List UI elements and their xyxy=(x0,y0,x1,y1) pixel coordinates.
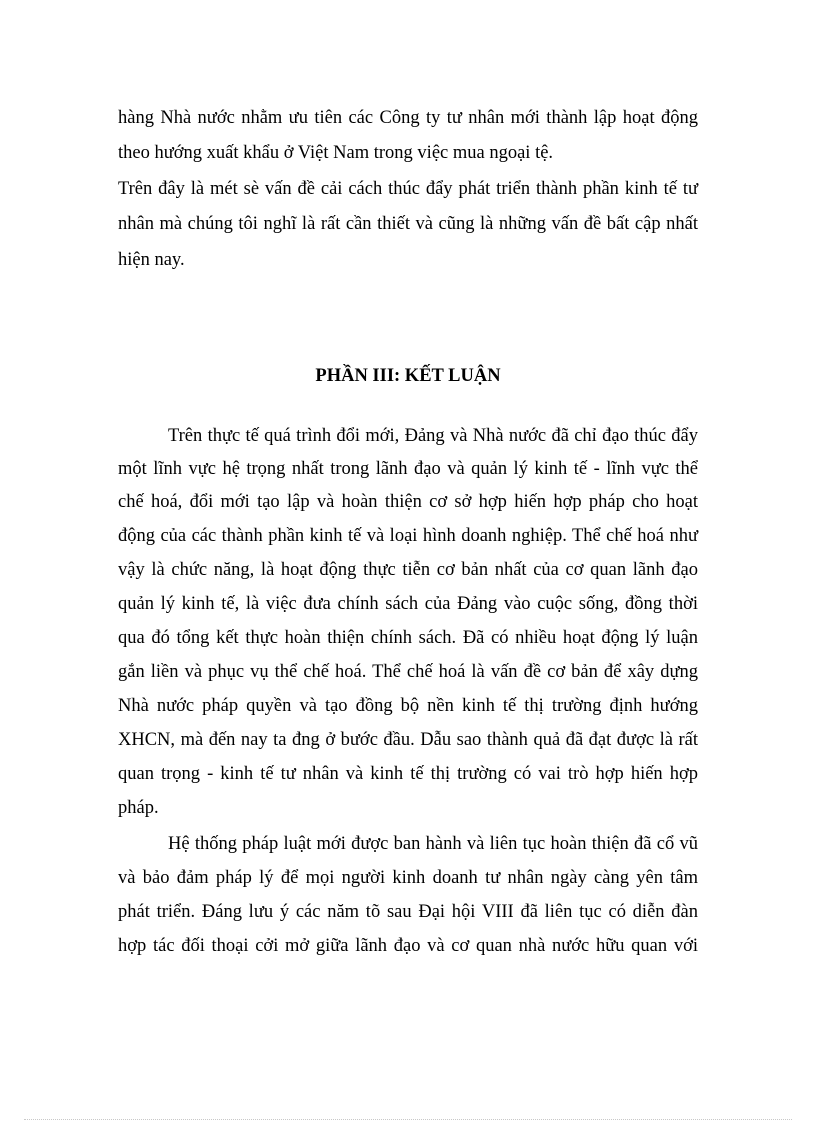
paragraph-line: Trên đây là mét sè vấn đề cải cách thúc đẩy phát triển thành phần kinh tế tư xyxy=(118,179,698,199)
paragraph-line: động của các thành phần kinh tế và loại hình doanh nghiệp. Thể chế hoá như xyxy=(118,526,698,546)
paragraph-line: quản lý kinh tế, là việc đưa chính sách của Đảng vào cuộc sống, đồng thời xyxy=(118,594,698,614)
paragraph-line: hiện nay. xyxy=(118,250,185,270)
paragraph-line: pháp. xyxy=(118,798,159,818)
paragraph-line: hợp tác đối thoại cởi mở giữa lãnh đạo và cơ quan nhà nước hữu quan với xyxy=(118,936,698,956)
section-heading: PHẦN III: KẾT LUẬN xyxy=(315,366,501,386)
paragraph-line: và bảo đảm pháp lý để mọi người kinh doanh tư nhân ngày càng yên tâm xyxy=(118,868,698,888)
paragraph-line: quan trọng - kinh tế tư nhân và kinh tế thị trường có vai trò hợp hiến hợp xyxy=(118,764,698,784)
paragraph-line: nhân mà chúng tôi nghĩ là rất cần thiết và cũng là những vấn đề bất cập nhất xyxy=(118,214,698,234)
paragraph-line: XHCN, mà đến nay ta đng ở bước đầu. Dẫu sao thành quả đã đạt được là rất xyxy=(118,730,698,750)
paragraph-line: phát triển. Đáng lưu ý các năm tõ sau Đại hội VIII đã liên tục có diễn đàn xyxy=(118,902,698,922)
paragraph-line: Nhà nước pháp quyền và tạo đồng bộ nền kinh tế thị trường định hướng xyxy=(118,696,698,716)
paragraph-line: theo hướng xuất khẩu ở Việt Nam trong việc mua ngoại tệ. xyxy=(118,143,554,163)
paragraph-line: qua đó tổng kết thực hoàn thiện chính sách. Đã có nhiều hoạt động lý luận xyxy=(118,628,698,648)
page-bottom-rule xyxy=(24,1119,792,1120)
paragraph-line: vậy là chức năng, là hoạt động thực tiễn cơ bản nhất của cơ quan lãnh đạo xyxy=(118,560,698,580)
paragraph-line: Hệ thống pháp luật mới được ban hành và liên tục hoàn thiện đã cổ vũ xyxy=(168,834,698,854)
paragraph-line: hàng Nhà nước nhằm ưu tiên các Công ty tư nhân mới thành lập hoạt động xyxy=(118,108,698,128)
paragraph-line: gắn liền và phục vụ thể chế hoá. Thể chế hoá là vấn đề cơ bản để xây dựng xyxy=(118,662,698,682)
paragraph-line: một lĩnh vực hệ trọng nhất trong lãnh đạo và quản lý kinh tế - lĩnh vực thể xyxy=(118,459,698,479)
paragraph-line: chế hoá, đổi mới tạo lập và hoàn thiện cơ sở hợp hiến hợp pháp cho hoạt xyxy=(118,492,698,512)
paragraph-line: Trên thực tế quá trình đổi mới, Đảng và Nhà nước đã chỉ đạo thúc đẩy xyxy=(168,426,698,446)
